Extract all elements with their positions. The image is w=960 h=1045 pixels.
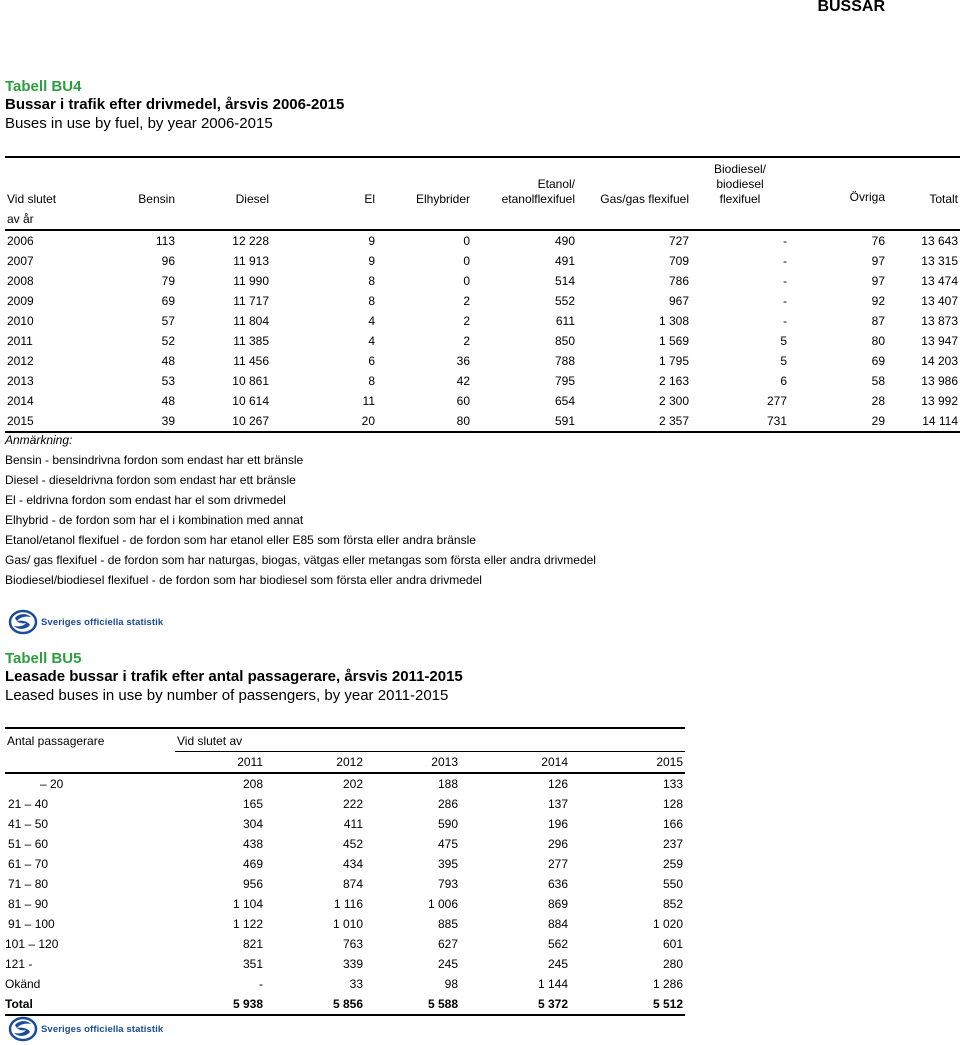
table-cell: 1 104 [232,897,263,911]
bu4-body [5,230,960,432]
row-year: 2015 [7,414,34,428]
table-cell: 434 [342,857,363,871]
row-year: 2014 [7,394,34,408]
row-label: Total [5,997,33,1011]
table-cell: 11 717 [233,294,269,308]
table-row [5,934,685,954]
table-cell: 967 [668,294,689,308]
table-cell: 852 [662,897,684,911]
table-cell: 60 [456,394,470,408]
table-cell: 14 114 [922,414,958,428]
table-row [5,974,685,994]
table-cell: 821 [242,937,263,951]
bu4-title-block [5,78,344,134]
table-cell: 4 [368,314,375,328]
table-cell: 5 938 [232,997,263,1011]
table-cell: 8 [368,374,375,388]
table-row [5,814,685,834]
table-cell: 411 [343,817,363,831]
table-cell: 39 [161,414,175,428]
table-row [5,854,685,874]
row-label: 41 – 50 [8,817,49,831]
bu4-notes-list [5,450,596,587]
table-cell: 36 [456,354,470,368]
table-cell: 795 [554,374,575,388]
table-cell: 133 [662,777,684,791]
table-cell: 0 [463,274,470,288]
table-cell: 52 [161,334,175,348]
bu5-year-header: 2011 [237,755,263,769]
table-cell: 10 614 [232,394,269,408]
row-year: 2006 [7,234,34,248]
bu5-title-en: Leased buses in use by number of passengers, by year 2011-2015 [5,687,449,704]
row-label: 61 – 70 [8,857,49,871]
row-year: 2010 [7,314,34,328]
table-row [5,351,960,371]
table-cell: 188 [437,777,458,791]
table-cell: 80 [871,334,885,348]
table-cell: 514 [554,274,575,288]
table-cell: - [259,977,263,991]
table-cell: 552 [554,294,575,308]
table-cell: 1 020 [652,917,684,931]
table-cell: 591 [554,414,575,428]
bu4-col-bensin: Bensin [138,192,175,206]
table-cell: 87 [871,314,885,328]
bu5-table [5,727,685,1016]
table-row [5,311,960,331]
table-cell: 2 [463,294,470,308]
table-cell: 11 385 [233,334,269,348]
bu4-notes-heading: Anmärkning: [5,433,73,447]
row-label: 101 – 120 [5,937,59,951]
table-cell: 259 [662,857,684,871]
bu4-col-etanol: Etanol/ etanolflexifuel [501,177,575,206]
table-cell: - [783,234,787,248]
table-cell: 731 [766,414,787,428]
table-cell: 202 [342,777,363,791]
table-cell: 1 116 [333,897,363,911]
table-cell: - [783,274,787,288]
table-cell: 636 [547,877,568,891]
table-cell: 5 372 [537,997,568,1011]
table-cell: 884 [547,917,568,931]
table-cell: 11 456 [233,354,269,368]
table-cell: 874 [342,877,363,891]
table-cell: 1 006 [427,897,458,911]
table-cell: 0 [463,234,470,248]
table-cell: 165 [242,797,263,811]
row-label: 51 – 60 [8,837,49,851]
table-cell: 611 [555,314,575,328]
table-cell: 245 [437,957,458,971]
table-cell: 92 [871,294,885,308]
table-cell: 286 [437,797,458,811]
table-cell: 2 [463,314,470,328]
table-row [5,794,685,814]
sos-logo-icon [8,609,38,635]
note-item: Elhybrid - de fordon som har el i kombination med annat [5,513,304,527]
bu4-table [5,156,960,433]
table-cell: 98 [444,977,458,991]
table-cell: 57 [161,314,175,328]
table-cell: 469 [242,857,263,871]
table-cell: 304 [242,817,263,831]
table-cell: 97 [871,254,885,268]
table-cell: 12 228 [232,234,269,248]
row-label: 121 - [5,957,33,971]
table-cell: 28 [871,394,885,408]
table-cell: 590 [437,817,458,831]
table-row [5,894,685,914]
table-cell: 13 474 [921,274,958,288]
bu5-body [5,773,685,1015]
bu4-header-row [5,157,960,209]
table-cell: 20 [361,414,375,428]
table-cell: 956 [242,877,263,891]
table-cell: 13 992 [921,394,958,408]
table-cell: 76 [871,234,885,248]
table-cell: 13 643 [921,234,958,248]
table-cell: 196 [547,817,568,831]
table-row [5,773,685,794]
table-cell: 14 203 [921,354,958,368]
bu4-title-sv: Bussar i trafik efter drivmedel, årsvis 2006-2015 [5,96,345,113]
table-cell: 5 856 [332,997,363,1011]
bu4-title-en: Buses in use by fuel, by year 2006-2015 [5,115,273,132]
table-cell: 42 [456,374,470,388]
table-cell: 885 [437,917,458,931]
table-cell: 277 [766,394,787,408]
table-cell: - [783,314,787,328]
table-cell: 10 267 [232,414,269,428]
bu5-col-label: Antal passagerare [7,734,105,749]
table-row [5,371,960,391]
note-item: Biodiesel/biodiesel flexifuel - de fordon som har biodiesel som första eller andra drivmedel [5,573,482,587]
table-cell: 9 [368,254,375,268]
table-cell: 490 [554,234,575,248]
table-cell: 5 588 [427,997,458,1011]
bu4-col-diesel: Diesel [235,192,269,206]
table-cell: 1 286 [652,977,684,991]
table-cell: 2 357 [658,414,689,428]
table-cell: 6 [780,374,787,388]
table-cell: 786 [668,274,689,288]
table-cell: 29 [871,414,885,428]
row-year: 2009 [7,294,34,308]
table-cell: 1 144 [537,977,568,991]
table-row [5,411,960,432]
table-cell: 245 [547,957,568,971]
sos-logo-text: Sveriges officiella statistik [41,616,164,628]
table-cell: 13 407 [921,294,958,308]
table-cell: 2 163 [658,374,689,388]
table-cell: - [783,294,787,308]
sos-logo-bottom [8,1016,163,1042]
table-row [5,834,685,854]
table-cell: 395 [437,857,458,871]
table-cell: 69 [871,354,885,368]
table-cell: 5 512 [652,997,684,1011]
table-cell: 562 [547,937,568,951]
table-cell: 97 [871,274,885,288]
table-cell: 788 [554,354,575,368]
bu5-header-row [5,728,685,752]
bu5-years-row [5,752,685,774]
table-cell: 2 [463,334,470,348]
table-cell: 96 [161,254,175,268]
table-row [5,954,685,974]
table-cell: 2 300 [658,394,689,408]
bu5-col-group: Vid slutet av [175,728,685,752]
table-cell: 166 [662,817,684,831]
table-cell: 8 [368,294,375,308]
table-cell: 351 [242,957,263,971]
row-year: 2011 [7,334,33,348]
note-item: El - eldrivna fordon som endast har el som drivmedel [5,493,286,507]
table-cell: 69 [161,294,175,308]
bu5-title-block [5,650,463,706]
table-cell: 48 [161,394,175,408]
note-item: Diesel - dieseldrivna fordon som endast har ett bränsle [5,473,296,487]
table-cell: 339 [342,957,363,971]
table-cell: 550 [662,877,684,891]
row-label: 71 – 80 [8,877,49,891]
table-cell: 11 804 [233,314,269,328]
row-label: Okänd [5,977,41,991]
table-cell: 627 [437,937,458,951]
sos-logo-bottom-icon [8,1016,38,1042]
table-cell: 4 [368,334,375,348]
row-year: 2007 [7,254,34,268]
bu4-col-biodiesel: Biodiesel/ biodiesel flexifuel [713,162,767,206]
table-cell: 48 [161,354,175,368]
table-cell: 601 [662,937,684,951]
row-label: 91 – 100 [8,917,55,931]
note-item: Bensin - bensindrivna fordon som endast har ett bränsle [5,453,304,467]
table-cell: 79 [161,274,175,288]
table-cell: 5 [780,334,787,348]
table-cell: 8 [368,274,375,288]
table-cell: 296 [547,837,568,851]
row-year: 2012 [7,354,34,368]
table-cell: 11 [362,394,375,408]
bu4-col-gas: Gas/gas flexifuel [600,192,689,206]
table-cell: 1 569 [658,334,689,348]
table-cell: 58 [871,374,885,388]
table-cell: 6 [368,354,375,368]
table-cell: 137 [547,797,568,811]
bu4-col-year-line2: av år [7,212,34,226]
table-cell: 10 861 [232,374,269,388]
table-cell: 9 [368,234,375,248]
bu4-col-elhybrider: Elhybrider [415,192,470,206]
row-label: – 20 [40,777,64,791]
table-cell: 80 [456,414,470,428]
bu5-code: Tabell BU5 [5,650,82,667]
row-year: 2008 [7,274,34,288]
table-cell: 13 315 [921,254,958,268]
table-cell: 13 947 [921,334,958,348]
table-row [5,331,960,351]
table-cell: 222 [342,797,363,811]
bu5-title-sv: Leasade bussar i trafik efter antal passagerare, årsvis 2011-2015 [5,668,463,685]
bu4-col-totalt: Totalt [929,192,958,206]
table-row [5,271,960,291]
table-cell: 13 986 [921,374,958,388]
bu5-year-header: 2012 [336,755,363,769]
table-cell: 793 [437,877,458,891]
row-label: 21 – 40 [8,797,49,811]
table-row [5,230,960,251]
bu4-col-year: Vid slutet [7,192,57,206]
table-cell: 0 [463,254,470,268]
row-label: 81 – 90 [8,897,49,911]
sos-logo [8,609,163,635]
table-cell: 1 308 [658,314,689,328]
table-cell: 491 [554,254,575,268]
table-row [5,874,685,894]
table-cell: 475 [437,837,458,851]
bu4-col-el: El [364,192,375,206]
table-cell: - [783,254,787,268]
table-cell: 850 [554,334,575,348]
table-cell: 126 [547,777,568,791]
table-cell: 1 122 [232,917,263,931]
table-cell: 33 [349,977,363,991]
table-cell: 1 010 [332,917,363,931]
table-cell: 128 [662,797,684,811]
note-item: Etanol/etanol flexifuel - de fordon som har etanol eller E85 som första eller andra bränsle [5,533,476,547]
bu4-notes [5,430,596,587]
table-cell: 709 [668,254,689,268]
table-cell: 452 [342,837,363,851]
table-cell: 5 [780,354,787,368]
table-row [5,291,960,311]
bu5-year-header: 2013 [431,755,458,769]
table-row [5,251,960,271]
table-cell: 11 990 [233,274,269,288]
table-cell: 53 [161,374,175,388]
note-item: Gas/ gas flexifuel - de fordon som har naturgas, biogas, vätgas eller metangas som första eller andra drivmedel [5,553,596,567]
sos-logo-bottom-text: Sveriges officiella statistik [41,1023,164,1035]
table-cell: 438 [242,837,263,851]
bu4-col-ovriga: Övriga [849,190,885,204]
table-cell: 763 [342,937,363,951]
total-row [5,994,685,1015]
table-cell: 869 [547,897,568,911]
table-cell: 237 [662,837,684,851]
table-cell: 1 795 [658,354,689,368]
table-cell: 277 [547,857,568,871]
table-cell: 727 [668,234,689,248]
bu5-year-header: 2015 [656,755,684,769]
table-cell: 654 [554,394,575,408]
bu4-code: Tabell BU4 [5,78,82,95]
bu4-header-row-2 [5,209,960,230]
table-cell: 13 873 [921,314,958,328]
page-section-title: BUSSAR [817,0,885,15]
table-cell: 280 [662,957,684,971]
table-row [5,914,685,934]
row-year: 2013 [7,374,34,388]
table-row [5,391,960,411]
table-cell: 113 [155,234,175,248]
bu5-year-header: 2014 [541,755,568,769]
table-cell: 208 [242,777,263,791]
table-cell: 11 913 [233,254,269,268]
